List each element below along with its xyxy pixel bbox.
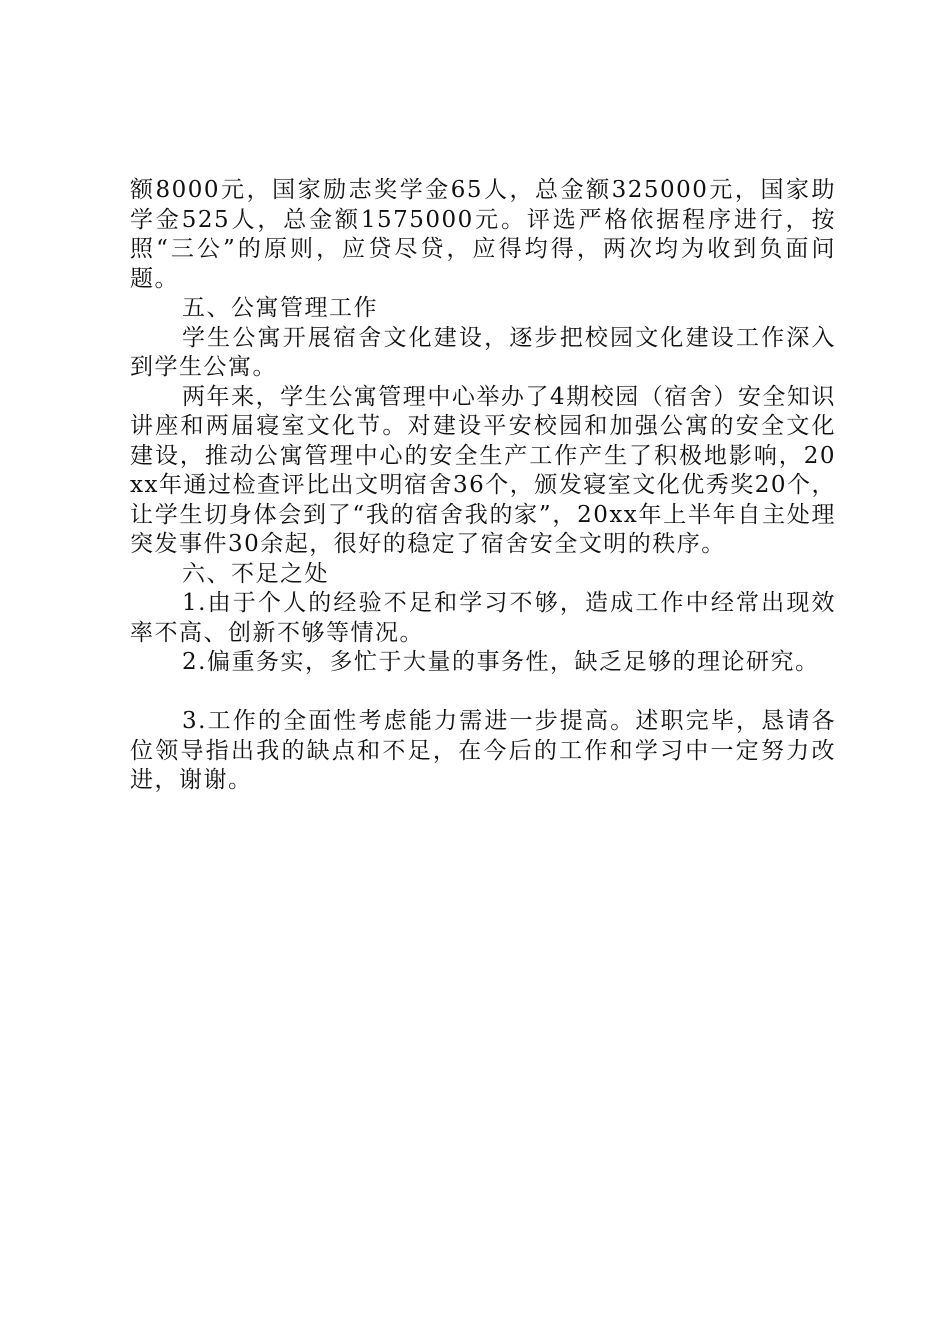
paragraph-dormitory-achievements: 两年来，学生公寓管理中心举办了4期校园（宿舍）安全知识讲座和两届寝室文化节。对建设平安校园和加强公寓的安全文化建设，推动公寓管理中心的安全生产工作产生了积极地影响，20xx年通过检查评比出文明宿舍36个，颁发寝室文化优秀奖20个，让学生切身体会到了“我的宿舍我的家”，20xx年上半年自主处理突发事件30余起，很好的稳定了宿舍安全文明的秩序。 [130,383,836,557]
section-heading-dormitory-management: 五、公寓管理工作 [182,295,378,321]
section-heading-shortcomings: 六、不足之处 [182,560,329,587]
paragraph-shortcoming-3: 3.工作的全面性考虑能力需进一步提高。述职完毕，恳请各位领导指出我的缺点和不足，在今后的工作和学习中一定努力改进，谢谢。 [130,708,836,793]
paragraph-dormitory-culture: 学生公寓开展宿舍文化建设，逐步把校园文化建设工作深入到学生公寓。 [130,324,836,380]
paragraph-shortcoming-1: 1.由于个人的经验不足和学习不够，造成工作中经常出现效率不高、创新不够等情况。 [130,590,836,646]
document-body [130,176,836,796]
paragraph-shortcoming-2: 2.偏重务实，多忙于大量的事务性，缺乏足够的理论研究。 [182,649,820,675]
paragraph-scholarship-summary: 额8000元，国家励志奖学金65人，总金额325000元，国家助学金525人，总金额1575000元。评选严格依据程序进行，按照“三公”的原则，应贷尽贷，应得均得，两次均为收到负面问题。 [130,177,836,292]
blank-line [130,678,836,708]
